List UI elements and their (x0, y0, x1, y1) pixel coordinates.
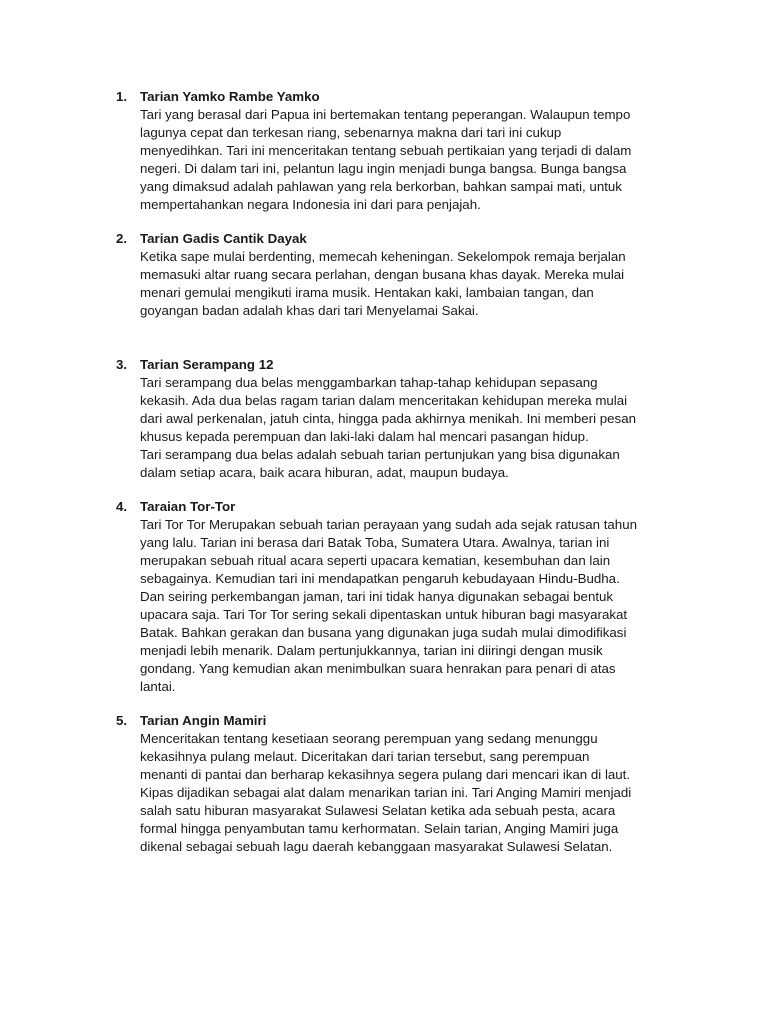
text-line: khusus kepada perempuan dan laki-laki dalam hal mencari pasangan hidup. (140, 429, 589, 444)
text-line: Ketika sape mulai berdenting, memecah keheningan. Sekelompok remaja berjalan (140, 249, 626, 264)
text-line: Menceritakan tentang kesetiaan seorang perempuan yang sedang menunggu (140, 731, 598, 746)
text-line: dikenal sebagai sebuah lagu daerah kebanggaan masyarakat Sulawesi Selatan. (140, 839, 613, 854)
text-line: Dan seiring perkembangan jaman, tari ini tidak hanya digunakan sebagai bentuk (140, 589, 614, 604)
list-item-2 (116, 230, 676, 320)
list-item-1 (116, 88, 676, 214)
text-line: menjadi lebih menarik. Dalam pertunjukkannya, tarian ini diiringi dengan musik (140, 643, 603, 658)
item-body (140, 88, 676, 214)
text-line: kekasih. Ada dua belas ragam tarian dalam menceritakan kehidupan mereka mulai (140, 393, 628, 408)
text-line: salah satu hiburan masyarakat Sulawesi Selatan ketika ada sebuah pesta, acara (140, 803, 616, 818)
text-line: lagunya cepat dan terkesan riang, sebenarnya makna dari tari ini cukup (140, 125, 562, 140)
text-line: Batak. Bahkan gerakan dan busana yang digunakan juga sudah mulai dimodifikasi (140, 625, 627, 640)
item-number: 3. (116, 357, 128, 372)
list-item-4 (116, 498, 676, 696)
item-body (140, 230, 676, 320)
text-line: menanti di pantai dan berharap kekasihnya segera pulang dari mencari ikan di laut. (140, 767, 631, 782)
list-item-3 (116, 356, 676, 482)
text-line: upacara saja. Tari Tor Tor sering sekali dipentaskan untuk hiburan bagi masyarakat (140, 607, 628, 622)
text-line: negeri. Di dalam tari ini, pelantun lagu ingin menjadi bunga bangsa. Bunga bangsa (140, 161, 627, 176)
text-line: Tari serampang dua belas adalah sebuah tarian pertunjukan yang bisa digunakan (140, 447, 620, 462)
text-line: dari awal perkenalan, jatuh cinta, hingga pada akhirnya menikah. Ini memberi pesan (140, 411, 636, 426)
text-line: menyedihkan. Tari ini menceritakan tentang sebuah pertikaian yang terjadi di dalam (140, 143, 632, 158)
item-body (140, 356, 676, 482)
text-line: menari gemulai mengikuti irama musik. Hentakan kaki, lambaian tangan, dan (140, 285, 594, 300)
item-title: Tarian Serampang 12 (140, 357, 274, 372)
item-body (140, 712, 676, 856)
text-line: kekasihnya pulang melaut. Diceritakan dari tarian tersebut, sang perempuan (140, 749, 590, 764)
text-line: formal hingga penyambutan tamu kerhormatan. Selain tarian, Anging Mamiri juga (140, 821, 619, 836)
item-title: Tarian Yamko Rambe Yamko (140, 89, 320, 104)
list-item-5 (116, 712, 676, 856)
text-line: lantai. (140, 679, 176, 694)
text-line: Kipas dijadikan sebagai alat dalam menarikan tarian ini. Tari Anging Mamiri menjadi (140, 785, 632, 800)
text-line: goyangan badan adalah khas dari tari Menyelamai Sakai. (140, 303, 479, 318)
item-title: Taraian Tor-Tor (140, 499, 236, 514)
item-title: Tarian Gadis Cantik Dayak (140, 231, 307, 246)
text-line: yang dimaksud adalah pahlawan yang rela berkorban, bahkan sampai mati, untuk (140, 179, 622, 194)
item-number: 5. (116, 713, 128, 728)
text-line: memasuki altar ruang secara perlahan, dengan busana khas dayak. Mereka mulai (140, 267, 625, 282)
text-line: gondang. Yang kemudian akan menimbulkan suara henrakan para penari di atas (140, 661, 616, 676)
item-title: Tarian Angin Mamiri (140, 713, 267, 728)
text-line: Tari Tor Tor Merupakan sebuah tarian perayaan yang sudah ada sejak ratusan tahun (140, 517, 637, 532)
item-number: 4. (116, 499, 128, 514)
item-number: 2. (116, 231, 128, 246)
item-body (140, 498, 676, 696)
text-line: Tari yang berasal dari Papua ini bertemakan tentang peperangan. Walaupun tempo (140, 107, 631, 122)
text-line: dalam setiap acara, baik acara hiburan, adat, maupun budaya. (140, 465, 509, 480)
text-line: Tari serampang dua belas menggambarkan tahap-tahap kehidupan sepasang (140, 375, 598, 390)
text-line: mempertahankan negara Indonesia ini dari para penjajah. (140, 197, 481, 212)
item-number: 1. (116, 89, 128, 104)
text-line: sebagainya. Kemudian tari ini mendapatkan pengaruh kebudayaan Hindu-Budha. (140, 571, 620, 586)
text-line: merupakan sebuah ritual acara seperti upacara kematian, kesembuhan dan lain (140, 553, 611, 568)
text-line: yang lalu. Tarian ini berasa dari Batak Toba, Sumatera Utara. Awalnya, tarian ini (140, 535, 610, 550)
